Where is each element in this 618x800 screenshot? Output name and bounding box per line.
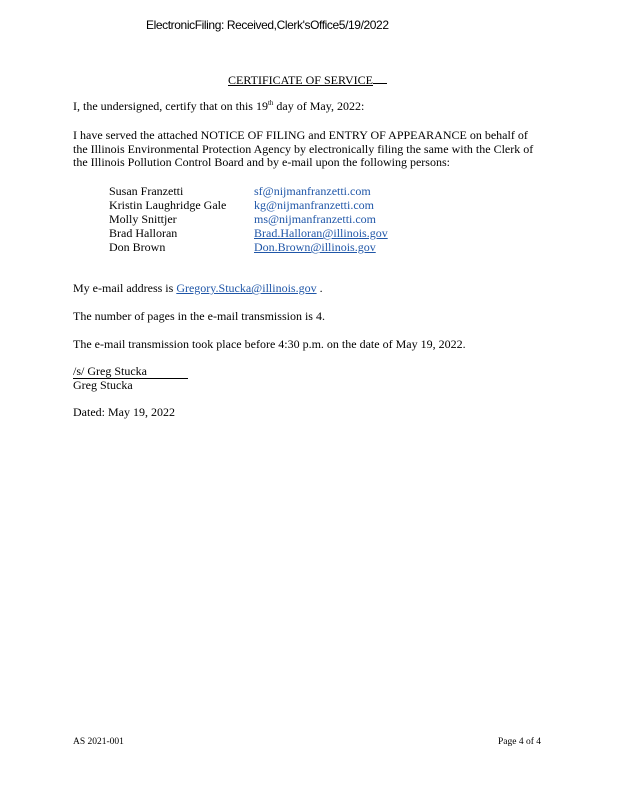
recipient-name: Don Brown xyxy=(109,240,166,254)
recipient-name: Susan Franzetti xyxy=(109,184,184,198)
certificate-title-text: CERTIFICATE OF SERVICE xyxy=(228,73,373,87)
recipient-name: Molly Snittjer xyxy=(109,212,177,226)
served-line-3: the Illinois Pollution Control Board and by e-mail upon the following persons: xyxy=(73,155,450,169)
served-line-2: the Illinois Environmental Protection Agency by electronically filing the same with the Clerk of xyxy=(73,141,534,156)
time-paragraph: The e-mail transmission took place before 4:30 p.m. on the date of May 19, 2022. xyxy=(73,337,466,351)
recipient-name: Kristin Laughridge Gale xyxy=(109,198,227,212)
certify-suffix: day of May, 2022: xyxy=(273,99,365,113)
pages-paragraph: The number of pages in the e-mail transmission is 4. xyxy=(73,309,325,323)
certify-ordinal-suffix: th xyxy=(267,99,274,107)
signer-name: Greg Stucka xyxy=(73,378,133,392)
signature-block xyxy=(73,365,188,392)
my-email-suffix: . xyxy=(316,281,323,295)
certificate-title xyxy=(228,72,387,88)
case-number: AS 2021-001 xyxy=(73,737,124,747)
electronic-filing-stamp: ElectronicFiling: Received,Clerk'sOffice5/19/2022 xyxy=(146,18,389,32)
certify-paragraph xyxy=(73,100,364,114)
recipient-name: Brad Halloran xyxy=(109,226,178,240)
my-email-link[interactable]: Gregory.Stucka@illinois.gov xyxy=(176,281,317,295)
recipient-email-link[interactable]: Don.Brown@illinois.gov xyxy=(254,240,376,254)
my-email-prefix: My e-mail address is xyxy=(73,281,177,295)
recipient-email[interactable]: ms@nijmanfranzetti.com xyxy=(254,212,377,226)
my-email-paragraph xyxy=(73,282,323,296)
served-paragraph xyxy=(73,129,533,170)
signature-line: /s/ Greg Stucka xyxy=(73,365,188,379)
certify-prefix: I, the undersigned, certify that on this 19 xyxy=(73,99,268,113)
dated-line: Dated: May 19, 2022 xyxy=(73,405,175,419)
recipient-email-link[interactable]: Brad.Halloran@illinois.gov xyxy=(254,226,388,240)
page-number: Page 4 of 4 xyxy=(498,737,542,747)
recipient-email[interactable]: kg@nijmanfranzetti.com xyxy=(254,198,375,212)
served-line-1: I have served the attached NOTICE OF FILING and ENTRY OF APPEARANCE on behalf of xyxy=(73,128,528,142)
recipient-email[interactable]: sf@nijmanfranzetti.com xyxy=(254,184,371,198)
